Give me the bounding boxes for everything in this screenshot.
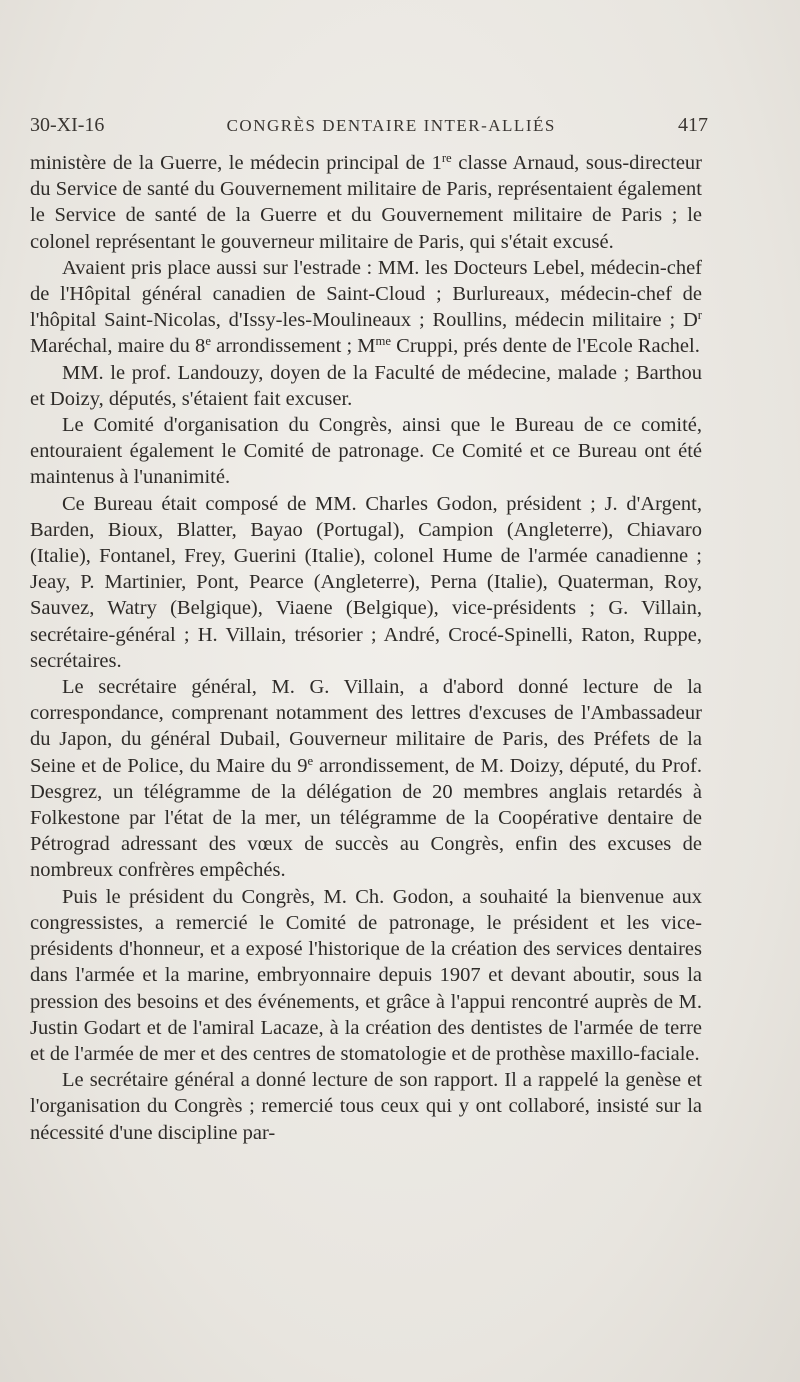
paragraph (30, 412, 702, 491)
paragraph (30, 360, 702, 412)
superscript: e (205, 334, 211, 349)
header-title: CONGRÈS DENTAIRE INTER-ALLIÉS (226, 116, 556, 135)
paragraph (30, 884, 702, 1067)
text-segment: ministère de la Guerre, le médecin principal de 1 (30, 152, 442, 174)
superscript: e (307, 753, 314, 768)
text-segment: Avaient pris place aussi sur l'estrade : MM. les Docteurs Lebel, médecin-chef de l'Hôpital général canadien de Saint-Cloud ; Burlureaux, médecin-chef de l'hôpital Saint-Nicolas, d'Issy-les-Moulineaux ; Roullins, médecin militaire ; D (30, 256, 702, 332)
superscript: re (441, 151, 452, 166)
header-date: 30-XI-16 (30, 114, 105, 136)
paragraph (30, 491, 702, 674)
text-segment: classe Arnaud, sous-directeur du Service de santé du Gouvernement militaire de Paris, représentaient également le Service de santé de la Guerre et du Gouvernement militaire de Paris ; le colonel représentant le gouverneur militaire de Paris, qui s'était excusé. (30, 152, 702, 253)
text-segment: Le secrétaire général, M. G. Villain, a d'abord donné lecture de la correspondance, comprenant notamment des lettres d'excuses de l'Ambassadeur du Japon, du général Dubail, Gouverneur militaire de Paris, des Préfets de la Seine et de Police, du Maire du 9 (30, 676, 702, 777)
paragraph (30, 150, 702, 255)
text-segment: Maréchal, maire du 8 (30, 335, 206, 358)
page-number: 417 (677, 114, 708, 136)
text-segment: arrondissement ; M (210, 335, 376, 358)
body-text (30, 150, 702, 1146)
text-segment: MM. le prof. Landouzy, doyen de la Faculté de médecine, malade ; Barthou et Doizy, députés, s'étaient fait excuser. (30, 361, 702, 410)
text-segment: Puis le président du Congrès, M. Ch. Godon, a souhaité la bienvenue aux congressistes, a remercié le Comité de patronage, le président et les vice-présidents d'honneur, et a exposé l'historique de la création des services dentaires dans l'armée et la marine, embryonnaire depuis 1907 et devant aboutir, sous la pression des besoins et des événements, et grâce à l'appui rencontré auprès de M. Justin Godart et de l'amiral Lacaze, à la création des dentistes de l'armée de terre et de l'armée de mer et des centres de stomatologie et de prothèse maxillo-faciale. (30, 885, 702, 1065)
text-segment: Le secrétaire général a donné lecture de son rapport. Il a rappelé la genèse et l'organisation du Congrès ; remercié tous ceux qui y ont collaboré, insisté sur la nécessité d'une discipline par- (30, 1069, 702, 1144)
running-header (30, 114, 708, 137)
text-segment: arrondissement, de M. Doizy, député, du Prof. Desgrez, un télégramme de la délégation de 20 membres anglais retardés à Folkestone par l'état de la mer, un télégramme de la Coopérative dentaire de Pétrograd adressant des vœux de succès au Congrès, enfin des excuses de nombreux confrères empêchés. (30, 754, 702, 882)
text-segment: Le Comité d'organisation du Congrès, ainsi que le Bureau de ce comité, entouraient également le Comité de patronage. Ce Comité et ce Bureau ont été maintenus à l'unanimité. (30, 414, 702, 489)
paragraph (30, 1067, 702, 1146)
text-segment: Cruppi, prés dente de l'Ecole Rachel. (391, 335, 700, 358)
superscript: r (697, 308, 702, 323)
text-segment: Ce Bureau était composé de MM. Charles Godon, président ; J. d'Argent, Barden, Bioux, Blatter, Bayao (Portugal), Campion (Angleterre), Chiavaro (Italie), Fontanel, Frey, Guerini (Italie), colonel Hume de l'armée canadienne ; Jeay, P. Martinier, Pont, Pearce (Angleterre), Perna (Italie), Quaterman, Roy, Sauvez, Watry (Belgique), Viaene (Belgique), vice-présidents ; G. Villain, secrétaire-général ; H. Villain, trésorier ; André, Crocé-Spinelli, Raton, Ruppe, secrétaires. (30, 492, 702, 672)
superscript: me (375, 334, 392, 349)
paragraph (30, 674, 702, 884)
paragraph (30, 255, 702, 360)
